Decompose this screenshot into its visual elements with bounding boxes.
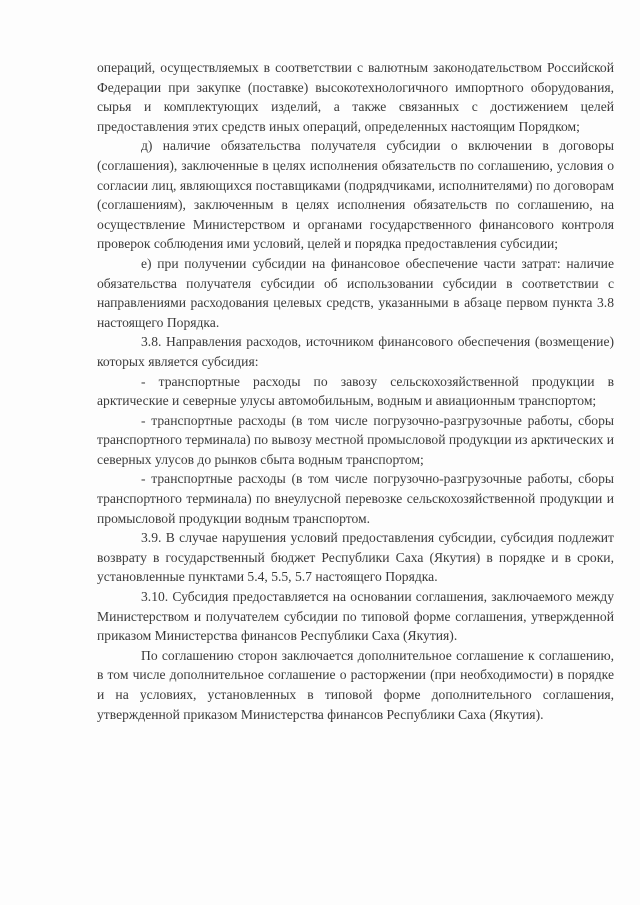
paragraph-3-10: 3.10. Субсидия предоставляется на основании соглашения, заключаемого между Министерством и получателем субсидии по типовой форме соглашения, утвержденной приказом Министерства финансов Республики Саха (Якутия).	[97, 589, 614, 644]
paragraph-bullet-1: - транспортные расходы по завозу сельскохозяйственной продукции в арктические и северные улусы автомобильным, водным и авиационным транспортом;	[97, 373, 614, 409]
paragraph-continuation: операций, осуществляемых в соответствии с валютным законодательством Российской Федерации при закупке (поставке) высокотехнологичного импортного оборудования, сырья и комплектующих изделий, а также связанных с достижением целей предоставления этих средств иных операций, определенных настоящим Порядком;	[97, 60, 614, 134]
paragraph-bullet-3: - транспортные расходы (в том числе погрузочно-разгрузочные работы, сборы транспортного терминала) по внеулусной перевозке сельскохозяйственной продукции и промысловой продукции водным транспортом.	[97, 471, 614, 526]
paragraph-agreement: По соглашению сторон заключается дополнительное соглашение к соглашению, в том числе дополнительное соглашение о расторжении (при необходимости) в порядке и на условиях, установленных в типовой форме дополнительного соглашения, утвержденной приказом Министерства финансов Республики Саха (Якутия).	[97, 647, 614, 722]
paragraph-3-8: 3.8. Направления расходов, источником финансового обеспечения (возмещение) которых является субсидия:	[97, 334, 614, 369]
paragraph-3-9: 3.9. В случае нарушения условий предоставления субсидии, субсидия подлежит возврату в государственный бюджет Республики Саха (Якутия) в порядке и в сроки, установленные пунктами 5.4, 5.5, 5.7 настоящего Порядка.	[97, 530, 614, 585]
paragraph-item-e: е) при получении субсидии на финансовое обеспечение части затрат: наличие обязательства получателя субсидии об использовании субсидии в соответствии с направлениями расходования целевых средств, указанными в абзаце первом пункта 3.8 настоящего Порядка.	[97, 255, 614, 330]
paragraph-item-d: д) наличие обязательства получателя субсидии о включении в договоры (соглашения), заключенные в целях исполнения обязательств по соглашению, условия о согласии лиц, являющихся поставщиками (подрядчиками, исполнителями) по договорам (соглашениям), заключенным в целях исполнения обязательств по соглашению, на осуществление Министерством и органами государственного финансового контроля проверок соблюдения ими условий, целей и порядка предоставления субсидии;	[97, 138, 614, 252]
paragraph-bullet-2: - транспортные расходы (в том числе погрузочно-разгрузочные работы, сборы транспортного терминала) по вывозу местной промысловой продукции из арктических и северных улусов до рынков сбыта водным транспортом;	[97, 412, 614, 467]
